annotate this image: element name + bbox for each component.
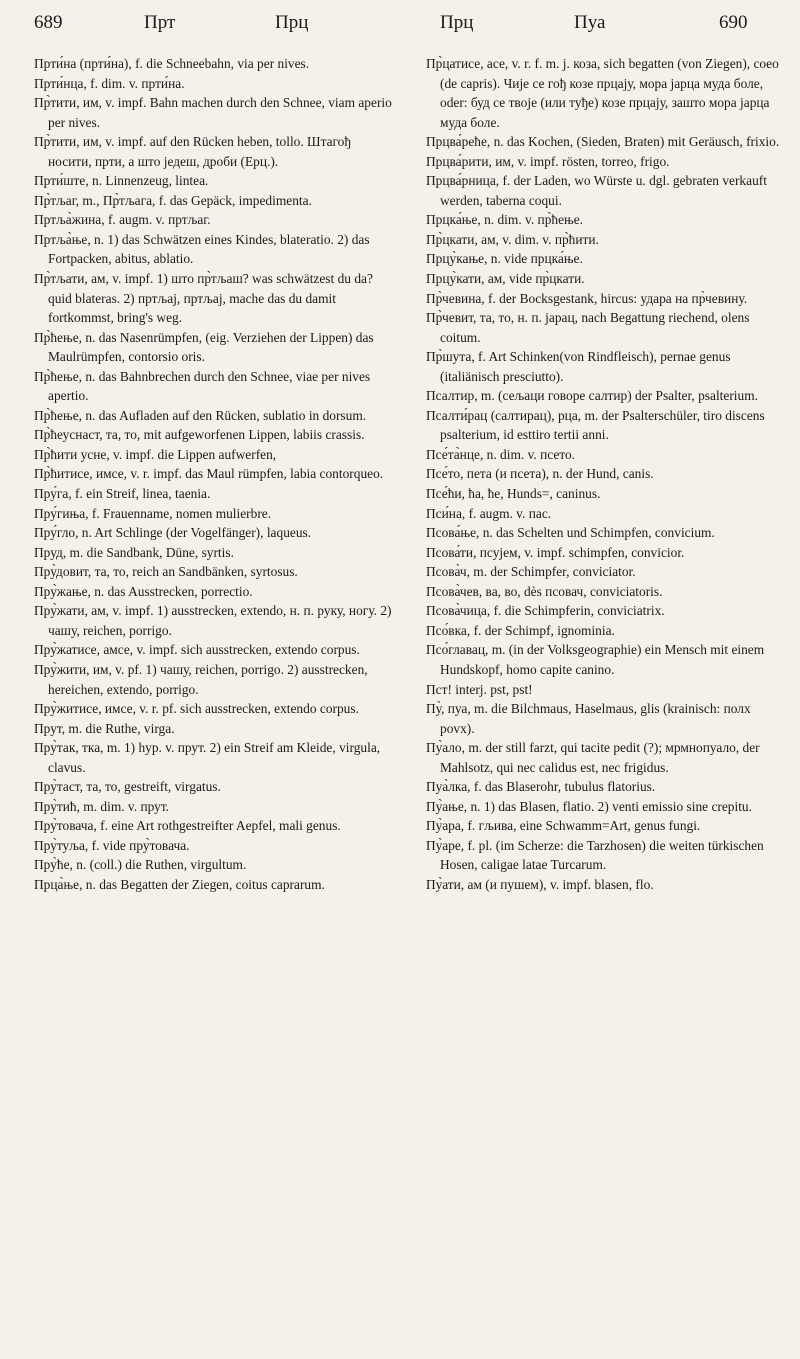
dictionary-entry: Пру̀жање, n. das Ausstrecken, porrectio. (34, 583, 253, 599)
dictionary-entry: Пр̀тити, им, v. impf. Bahn machen durch den Schnee, viam aperio per nives. (34, 95, 392, 130)
dictionary-entry: Пр̀чевина, f. der Bocksgestank, hircus: удара на пр̀чевину. (426, 290, 748, 306)
dictionary-entry: Пру̀таст, та, то, gestreift, virgatus. (34, 779, 221, 795)
dictionary-entry: Псо́главац, m. (in der Volksgeographie) ein Mensch mit einem Hundskopf, homo capite canino. (426, 642, 765, 677)
dictionary-entry: Пру̀жати, ам, v. impf. 1) ausstrecken, extendo, н. п. руку, ногу. 2) чашу, reichen, porrigo. (34, 603, 392, 638)
dictionary-entry: Прти́нца, f. dim. v. прти́на. (34, 75, 185, 91)
dictionary-entry: Пру̀житисе, имсе, v. r. pf. sich ausstrecken, extendo corpus. (34, 701, 359, 717)
dictionary-entry: Пру́гиња, f. Frauenname, nomen mulierbre. (34, 505, 272, 521)
dictionary-entry: Пру̀товача, f. eine Art rothgestreifter Aepfel, mali genus. (34, 818, 341, 834)
dictionary-entry: Пр̀ћитисе, имсе, v. r. impf. das Maul rümpfen, labia contorqueo. (34, 466, 384, 482)
dictionary-entry: Прти́на (прти́на), f. die Schneebahn, via per nives. (34, 56, 310, 71)
right-page-number: 690 (719, 12, 748, 33)
dictionary-entry: Пр̀цкати, ам, v. dim. v. пр̀ћити. (426, 231, 599, 247)
dictionary-entry: Пр̀ћење, n. das Nasenrümpfen, (eig. Verziehen der Lippen) das Maulrümpfen, contorsio oris. (34, 329, 374, 365)
left-page-number: 689 (34, 12, 63, 33)
dictionary-entry: Псе́то, пета (и псета), n. der Hund, canis. (426, 466, 654, 482)
dictionary-entry: Псо́вка, f. der Schimpf, ignominia. (426, 622, 615, 638)
dictionary-entry: Прцу̀кање, n. vide прцка́ње. (426, 251, 583, 267)
right-running-head-last: Пуа (574, 12, 606, 33)
dictionary-entry: Пр̀тити, им, v. impf. auf den Rücken heben, tollo. Штагођ носити, прти, а што једеш, дроби (Ерц.). (34, 134, 351, 169)
dictionary-entry: Пу̀, пуа, m. die Bilchmaus, Haselmaus, glis (krainisch: полх povx). (426, 701, 751, 736)
dictionary-entry: Пр̀тљаг, m., Пр̀тљага, f. das Gepäck, impedimenta. (34, 192, 312, 208)
dictionary-entry: Пр̀тљати, ам, v. impf. 1) што пр̀тљаш? was schwätzest du da? quid blateras. 2) пртљај, пртљај, mache das du damit fortkommst, bring's weg. (34, 271, 373, 326)
dictionary-entry: Пу̀ало, m. der still farzt, qui tacite pedit (?); мрмнопуало, der Mahlsotz, qui nec calidus est, nec frigidus. (426, 740, 760, 775)
dictionary-entry: Пру̀ће, n. (coll.) die Ruthen, virgultum. (34, 857, 247, 873)
dictionary-entry: Пр̀ћење, n. das Aufladen auf den Rücken, sublatio in dorsum. (34, 407, 367, 423)
dictionary-entry: Пруд, m. die Sandbank, Düne, syrtis. (34, 544, 234, 560)
dictionary-entry: Пу̀ање, n. 1) das Blasen, flatio. 2) venti emissio sine crepitu. (426, 798, 752, 814)
dictionary-entry: Пр̀ћеуснаст, та, то, mit aufgeworfenen Lippen, labiis crassis. (34, 427, 365, 443)
left-column (34, 54, 392, 1354)
dictionary-entry: Пру̀тић, m. dim. v. прут. (34, 798, 170, 814)
right-running-head-first: Прц (440, 12, 474, 33)
dictionary-entry: Псова́ти, псујем, v. impf. schimpfen, convicior. (426, 544, 685, 560)
dictionary-entry: Пст! interj. pst, pst! (426, 681, 533, 697)
dictionary-entry: Псалтир, m. (сељаци говоре салтир) der Psalter, psalterium. (426, 388, 758, 404)
left-running-head-last: Прц (275, 12, 309, 33)
dictionary-entry: Псова́ње, n. das Schelten und Schimpfen, convicium. (426, 525, 715, 541)
dictionary-entry: Псова̀чев, ва, во, dès псовач, conviciatoris. (426, 583, 663, 599)
dictionary-entry: Пр̀ћење, n. das Bahnbrechen durch den Schnee, viae per nives apertio. (34, 368, 371, 404)
dictionary-entry: Прцва́рити, им, v. impf. rösten, torreo, frigo. (426, 153, 670, 169)
dictionary-entry: Псалти́рац (салтирац), рца, m. der Psalterschüler, tiro discens psalterium, id esttiro tertii anni. (426, 407, 765, 443)
dictionary-entry: Прцка́ње, n. dim. v. пр̀ћење. (426, 212, 584, 228)
dictionary-entry: Прти́ште, n. Linnenzeug, lintea. (34, 173, 209, 189)
dictionary-entry: Пру́га, f. ein Streif, linea, taenia. (34, 486, 211, 502)
dictionary-entry: Пру̀туља, f. vide пру̀товача. (34, 837, 190, 853)
right-column (426, 54, 784, 1354)
dictionary-entry: Пртља̀жина, f. augm. v. пртљаг. (34, 212, 211, 228)
dictionary-entry: Прцу̀кати, ам, vide пр̀цкати. (426, 271, 585, 287)
dictionary-entry: Пси́на, f. augm. v. пас. (426, 505, 552, 521)
dictionary-entry: Прцва́реће, n. das Kochen, (Sieden, Braten) mit Geräusch, frixio. (426, 134, 780, 150)
dictionary-entry: Пуа̀лка, f. das Blaserohr, tubulus flatorius. (426, 779, 656, 795)
dictionary-entry: Пру̀жатисе, амсе, v. impf. sich ausstrecken, extendo corpus. (34, 642, 360, 658)
left-running-head-first: Прт (144, 12, 176, 33)
dictionary-entry: Пр̀ћити усне, v. impf. die Lippen aufwerfen, (34, 446, 277, 462)
dictionary-entry: Пр̀чевит, та, то, н. п. јарац, nach Begattung riechend, olens coitum. (426, 310, 750, 345)
dictionary-entry: Пу̀аре, f. pl. (im Scherze: die Tarzhosen) die weiten türkischen Hosen, caligae latae Turcarum. (426, 837, 764, 873)
dictionary-entry: Пр̀шута, f. Art Schinken(von Rindfleisch), pernae genus (italiänisch presciutto). (426, 349, 731, 384)
dictionary-entry: Пру̀жити, им, v. pf. 1) чашу, reichen, porrigo. 2) ausstrecken, hereichen, extendo, porrigo. (34, 661, 368, 697)
dictionary-entry: Пру́гло, n. Art Schlinge (der Vogelfänger), laqueus. (34, 525, 312, 541)
dictionary-entry: Прца̀ње, n. das Begatten der Ziegen, coitus caprarum. (34, 876, 325, 892)
dictionary-entry: Псе́та̀нце, n. dim. v. псето. (426, 446, 576, 462)
dictionary-entry: Пру̀довит, та, то, reich an Sandbänken, syrtosus. (34, 564, 298, 580)
dictionary-entry: Пру̀так, тка, m. 1) hyp. v. прут. 2) ein Streif am Kleide, virgula, clavus. (34, 740, 381, 775)
dictionary-entry: Пртља̀ње, n. 1) das Schwätzen eines Kindes, blateratio. 2) das Fortpacken, abitus, ablatio. (34, 231, 370, 267)
dictionary-entry: Пу̀ара, f. гљива, eine Schwamm=Art, genus fungi. (426, 818, 701, 834)
page-header (0, 0, 800, 40)
dictionary-entry: Прцва́рница, f. der Laden, wo Würste u. dgl. gebraten verkauft werden, taberna coqui. (426, 173, 767, 208)
dictionary-entry: Псова̀ч, m. der Schimpfer, conviciator. (426, 564, 636, 580)
dictionary-entry: Пу̀ати, ам (и пушем), v. impf. blasen, flo. (426, 876, 654, 892)
dictionary-entry: Пр̀цатисе, асе, v. r. f. m. j. коза, sich begatten (von Ziegen), coeo (de capris). Чије се гођ козе прцају, мора јарца муда боле, oder: буд се твоје (или туђе) козе прцају, зашто мора јарца муда боле. (426, 56, 779, 130)
dictionary-entry: Псе́ћи, ћа, ће, Hunds=, caninus. (426, 486, 601, 502)
dictionary-entry: Псова̀чица, f. die Schimpferin, conviciatrix. (426, 603, 665, 619)
dictionary-entry: Прут, m. die Ruthe, virga. (34, 720, 175, 736)
